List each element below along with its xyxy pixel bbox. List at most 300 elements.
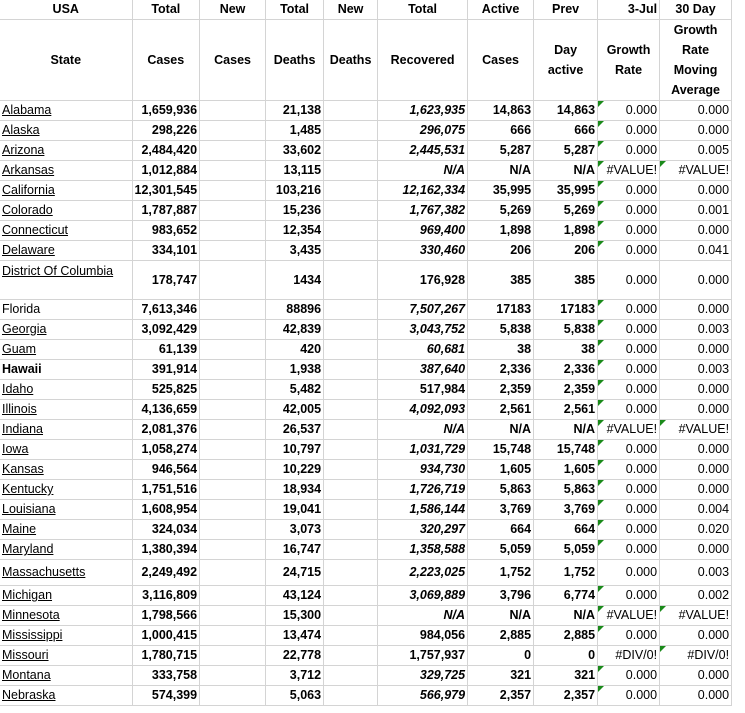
header-date[interactable]: 3-Jul [598, 0, 660, 20]
new-cases-cell[interactable] [200, 241, 266, 261]
state-name[interactable]: Massachusetts [2, 565, 86, 579]
state-name[interactable]: Illinois [2, 402, 37, 416]
new-cases-cell[interactable] [200, 500, 266, 520]
growth-rate-cell[interactable]: 0.000 [598, 360, 660, 380]
new-cases-cell[interactable] [200, 141, 266, 161]
active-cases-cell[interactable]: 1,898 [468, 221, 534, 241]
state-name[interactable]: California [2, 183, 55, 197]
moving-average-cell[interactable]: 0.005 [660, 141, 732, 161]
state-name[interactable]: Louisiana [2, 502, 56, 516]
active-cases-cell[interactable]: 664 [468, 520, 534, 540]
growth-rate-cell[interactable]: 0.000 [598, 480, 660, 500]
active-cases-cell[interactable]: 35,995 [468, 181, 534, 201]
new-cases-cell[interactable] [200, 586, 266, 606]
active-cases-cell[interactable]: 5,059 [468, 540, 534, 560]
active-cases-cell[interactable]: 2,561 [468, 400, 534, 420]
total-deaths-cell[interactable]: 21,138 [266, 101, 324, 121]
moving-average-cell[interactable]: #VALUE! [660, 161, 732, 181]
new-cases-cell[interactable] [200, 686, 266, 706]
moving-average-cell[interactable]: 0.003 [660, 560, 732, 586]
state-name[interactable]: Arizona [2, 143, 45, 157]
moving-average-cell[interactable]: 0.041 [660, 241, 732, 261]
total-deaths-cell[interactable]: 22,778 [266, 646, 324, 666]
total-deaths-cell[interactable]: 26,537 [266, 420, 324, 440]
active-cases-cell[interactable]: N/A [468, 420, 534, 440]
new-deaths-cell[interactable] [324, 500, 378, 520]
growth-rate-cell[interactable]: 0.000 [598, 626, 660, 646]
active-cases-cell[interactable]: 3,796 [468, 586, 534, 606]
recovered-cell[interactable]: 330,460 [378, 241, 468, 261]
total-cases-cell[interactable]: 178,747 [132, 261, 200, 300]
new-cases-cell[interactable] [200, 560, 266, 586]
prev-day-active-cell[interactable]: N/A [534, 606, 598, 626]
new-cases-cell[interactable] [200, 380, 266, 400]
prev-day-active-cell[interactable]: 385 [534, 261, 598, 300]
state-cell[interactable] [0, 666, 132, 686]
recovered-cell[interactable]: 969,400 [378, 221, 468, 241]
recovered-cell[interactable]: 517,984 [378, 380, 468, 400]
prev-day-active-cell[interactable]: 0 [534, 646, 598, 666]
moving-average-cell[interactable]: 0.000 [660, 380, 732, 400]
active-cases-cell[interactable]: 14,863 [468, 101, 534, 121]
recovered-cell[interactable]: 3,069,889 [378, 586, 468, 606]
growth-rate-cell[interactable]: 0.000 [598, 141, 660, 161]
total-deaths-cell[interactable]: 103,216 [266, 181, 324, 201]
recovered-cell[interactable]: 1,031,729 [378, 440, 468, 460]
state-cell[interactable] [0, 221, 132, 241]
active-cases-cell[interactable]: 1,605 [468, 460, 534, 480]
state-cell[interactable] [0, 181, 132, 201]
subheader-new-cases[interactable]: Cases [200, 20, 266, 101]
state-cell[interactable] [0, 261, 132, 300]
state-name[interactable]: Indiana [2, 422, 44, 436]
recovered-cell[interactable]: N/A [378, 606, 468, 626]
total-deaths-cell[interactable]: 13,474 [266, 626, 324, 646]
active-cases-cell[interactable]: N/A [468, 161, 534, 181]
prev-day-active-cell[interactable]: 666 [534, 121, 598, 141]
new-deaths-cell[interactable] [324, 440, 378, 460]
new-deaths-cell[interactable] [324, 646, 378, 666]
state-cell[interactable] [0, 380, 132, 400]
state-cell[interactable] [0, 121, 132, 141]
new-cases-cell[interactable] [200, 460, 266, 480]
header-total-deaths[interactable]: Total [266, 0, 324, 20]
prev-day-active-cell[interactable]: 5,838 [534, 320, 598, 340]
growth-rate-cell[interactable]: #VALUE! [598, 161, 660, 181]
growth-rate-cell[interactable]: 0.000 [598, 440, 660, 460]
state-cell[interactable] [0, 460, 132, 480]
new-deaths-cell[interactable] [324, 686, 378, 706]
growth-rate-cell[interactable]: 0.000 [598, 586, 660, 606]
moving-average-cell[interactable]: 0.002 [660, 586, 732, 606]
state-name[interactable]: Michigan [2, 588, 53, 602]
header-new-cases[interactable]: New [200, 0, 266, 20]
growth-rate-cell[interactable]: 0.000 [598, 300, 660, 320]
state-cell[interactable] [0, 400, 132, 420]
active-cases-cell[interactable]: 17183 [468, 300, 534, 320]
new-deaths-cell[interactable] [324, 101, 378, 121]
subheader-new-deaths[interactable]: Deaths [324, 20, 378, 101]
new-deaths-cell[interactable] [324, 400, 378, 420]
moving-average-cell[interactable]: 0.000 [660, 261, 732, 300]
new-cases-cell[interactable] [200, 420, 266, 440]
moving-average-cell[interactable]: 0.000 [660, 400, 732, 420]
total-cases-cell[interactable]: 1,608,954 [132, 500, 200, 520]
total-deaths-cell[interactable]: 420 [266, 340, 324, 360]
new-cases-cell[interactable] [200, 400, 266, 420]
state-name[interactable]: Delaware [2, 243, 55, 257]
prev-day-active-cell[interactable]: 2,357 [534, 686, 598, 706]
new-cases-cell[interactable] [200, 440, 266, 460]
active-cases-cell[interactable]: 385 [468, 261, 534, 300]
active-cases-cell[interactable]: 2,359 [468, 380, 534, 400]
total-deaths-cell[interactable]: 1434 [266, 261, 324, 300]
total-cases-cell[interactable]: 1,659,936 [132, 101, 200, 121]
recovered-cell[interactable]: 176,928 [378, 261, 468, 300]
header-prev[interactable]: Prev [534, 0, 598, 20]
new-deaths-cell[interactable] [324, 626, 378, 646]
state-name[interactable]: Idaho [2, 382, 34, 396]
new-cases-cell[interactable] [200, 201, 266, 221]
new-deaths-cell[interactable] [324, 540, 378, 560]
header-active[interactable]: Active [468, 0, 534, 20]
subheader-total-cases[interactable]: Cases [132, 20, 200, 101]
state-name[interactable]: Nebraska [2, 688, 56, 702]
moving-average-cell[interactable]: 0.000 [660, 480, 732, 500]
total-cases-cell[interactable]: 1,380,394 [132, 540, 200, 560]
prev-day-active-cell[interactable]: 2,561 [534, 400, 598, 420]
new-deaths-cell[interactable] [324, 340, 378, 360]
total-deaths-cell[interactable]: 10,229 [266, 460, 324, 480]
new-cases-cell[interactable] [200, 520, 266, 540]
new-deaths-cell[interactable] [324, 586, 378, 606]
active-cases-cell[interactable]: 5,838 [468, 320, 534, 340]
state-name[interactable]: Minnesota [2, 608, 60, 622]
total-deaths-cell[interactable]: 1,938 [266, 360, 324, 380]
active-cases-cell[interactable]: 206 [468, 241, 534, 261]
total-cases-cell[interactable]: 334,101 [132, 241, 200, 261]
prev-day-active-cell[interactable]: 3,769 [534, 500, 598, 520]
moving-average-cell[interactable]: 0.004 [660, 500, 732, 520]
total-cases-cell[interactable]: 1,798,566 [132, 606, 200, 626]
growth-rate-cell[interactable]: 0.000 [598, 460, 660, 480]
recovered-cell[interactable]: 320,297 [378, 520, 468, 540]
state-cell[interactable] [0, 560, 132, 586]
total-deaths-cell[interactable]: 16,747 [266, 540, 324, 560]
prev-day-active-cell[interactable]: 17183 [534, 300, 598, 320]
recovered-cell[interactable]: 12,162,334 [378, 181, 468, 201]
growth-rate-cell[interactable]: 0.000 [598, 241, 660, 261]
total-deaths-cell[interactable]: 24,715 [266, 560, 324, 586]
total-deaths-cell[interactable]: 10,797 [266, 440, 324, 460]
total-cases-cell[interactable]: 1,751,516 [132, 480, 200, 500]
total-cases-cell[interactable]: 4,136,659 [132, 400, 200, 420]
total-deaths-cell[interactable]: 88896 [266, 300, 324, 320]
new-cases-cell[interactable] [200, 221, 266, 241]
growth-rate-cell[interactable]: 0.000 [598, 121, 660, 141]
total-cases-cell[interactable]: 525,825 [132, 380, 200, 400]
prev-day-active-cell[interactable]: 2,359 [534, 380, 598, 400]
growth-rate-cell[interactable]: 0.000 [598, 320, 660, 340]
recovered-cell[interactable]: 1,623,935 [378, 101, 468, 121]
moving-average-cell[interactable]: 0.000 [660, 340, 732, 360]
subheader-avg[interactable] [660, 20, 732, 101]
header-usa[interactable]: USA [0, 0, 132, 20]
new-deaths-cell[interactable] [324, 161, 378, 181]
moving-average-cell[interactable]: 0.000 [660, 101, 732, 121]
moving-average-cell[interactable]: #DIV/0! [660, 646, 732, 666]
new-cases-cell[interactable] [200, 161, 266, 181]
prev-day-active-cell[interactable]: N/A [534, 420, 598, 440]
subheader-total-deaths[interactable]: Deaths [266, 20, 324, 101]
recovered-cell[interactable]: 329,725 [378, 666, 468, 686]
moving-average-cell[interactable]: 0.000 [660, 666, 732, 686]
new-cases-cell[interactable] [200, 480, 266, 500]
new-cases-cell[interactable] [200, 340, 266, 360]
moving-average-cell[interactable]: 0.000 [660, 686, 732, 706]
new-deaths-cell[interactable] [324, 460, 378, 480]
growth-rate-cell[interactable]: 0.000 [598, 500, 660, 520]
subheader-growth[interactable] [598, 20, 660, 101]
state-name[interactable]: Alaska [2, 123, 40, 137]
state-cell[interactable] [0, 646, 132, 666]
total-deaths-cell[interactable]: 5,482 [266, 380, 324, 400]
total-cases-cell[interactable]: 1,058,274 [132, 440, 200, 460]
state-cell[interactable] [0, 500, 132, 520]
state-name[interactable]: Alabama [2, 103, 52, 117]
new-deaths-cell[interactable] [324, 181, 378, 201]
recovered-cell[interactable]: 1,767,382 [378, 201, 468, 221]
total-cases-cell[interactable]: 61,139 [132, 340, 200, 360]
moving-average-cell[interactable]: 0.000 [660, 540, 732, 560]
state-name[interactable]: Maine [2, 522, 37, 536]
total-cases-cell[interactable]: 12,301,545 [132, 181, 200, 201]
moving-average-cell[interactable]: 0.000 [660, 300, 732, 320]
growth-rate-cell[interactable]: #DIV/0! [598, 646, 660, 666]
active-cases-cell[interactable]: 0 [468, 646, 534, 666]
subheader-prev[interactable] [534, 20, 598, 101]
total-cases-cell[interactable]: 324,034 [132, 520, 200, 540]
state-cell[interactable] [0, 201, 132, 221]
recovered-cell[interactable]: 3,043,752 [378, 320, 468, 340]
total-cases-cell[interactable]: 298,226 [132, 121, 200, 141]
recovered-cell[interactable]: N/A [378, 161, 468, 181]
total-deaths-cell[interactable]: 15,236 [266, 201, 324, 221]
active-cases-cell[interactable]: 2,336 [468, 360, 534, 380]
moving-average-cell[interactable]: 0.003 [660, 360, 732, 380]
state-cell[interactable] [0, 241, 132, 261]
recovered-cell[interactable]: 60,681 [378, 340, 468, 360]
total-cases-cell[interactable]: 2,249,492 [132, 560, 200, 586]
state-cell[interactable] [0, 480, 132, 500]
new-cases-cell[interactable] [200, 606, 266, 626]
active-cases-cell[interactable]: 5,269 [468, 201, 534, 221]
total-cases-cell[interactable]: 3,092,429 [132, 320, 200, 340]
recovered-cell[interactable]: 2,223,025 [378, 560, 468, 586]
prev-day-active-cell[interactable]: 14,863 [534, 101, 598, 121]
total-cases-cell[interactable]: 7,613,346 [132, 300, 200, 320]
new-deaths-cell[interactable] [324, 201, 378, 221]
new-cases-cell[interactable] [200, 300, 266, 320]
growth-rate-cell[interactable]: 0.000 [598, 520, 660, 540]
state-cell[interactable] [0, 606, 132, 626]
prev-day-active-cell[interactable]: 664 [534, 520, 598, 540]
state-name[interactable]: Georgia [2, 322, 47, 336]
prev-day-active-cell[interactable]: 321 [534, 666, 598, 686]
new-deaths-cell[interactable] [324, 121, 378, 141]
prev-day-active-cell[interactable]: 206 [534, 241, 598, 261]
total-deaths-cell[interactable]: 1,485 [266, 121, 324, 141]
active-cases-cell[interactable]: 2,357 [468, 686, 534, 706]
state-cell[interactable] [0, 141, 132, 161]
new-deaths-cell[interactable] [324, 300, 378, 320]
state-name[interactable]: Kansas [2, 462, 44, 476]
moving-average-cell[interactable]: 0.001 [660, 201, 732, 221]
prev-day-active-cell[interactable]: 1,752 [534, 560, 598, 586]
growth-rate-cell[interactable]: #VALUE! [598, 420, 660, 440]
prev-day-active-cell[interactable]: 2,336 [534, 360, 598, 380]
moving-average-cell[interactable]: 0.000 [660, 221, 732, 241]
prev-day-active-cell[interactable]: 6,774 [534, 586, 598, 606]
new-cases-cell[interactable] [200, 360, 266, 380]
total-deaths-cell[interactable]: 15,300 [266, 606, 324, 626]
total-deaths-cell[interactable]: 42,005 [266, 400, 324, 420]
state-name[interactable]: Iowa [2, 442, 29, 456]
recovered-cell[interactable]: 934,730 [378, 460, 468, 480]
new-deaths-cell[interactable] [324, 380, 378, 400]
recovered-cell[interactable]: 566,979 [378, 686, 468, 706]
new-deaths-cell[interactable] [324, 420, 378, 440]
recovered-cell[interactable]: N/A [378, 420, 468, 440]
state-cell[interactable] [0, 101, 132, 121]
new-deaths-cell[interactable] [324, 480, 378, 500]
active-cases-cell[interactable]: 666 [468, 121, 534, 141]
state-cell[interactable] [0, 420, 132, 440]
total-cases-cell[interactable]: 2,081,376 [132, 420, 200, 440]
total-deaths-cell[interactable]: 19,041 [266, 500, 324, 520]
total-cases-cell[interactable]: 333,758 [132, 666, 200, 686]
new-deaths-cell[interactable] [324, 360, 378, 380]
growth-rate-cell[interactable]: 0.000 [598, 221, 660, 241]
new-cases-cell[interactable] [200, 181, 266, 201]
state-name[interactable]: Missouri [2, 648, 49, 662]
growth-rate-cell[interactable]: 0.000 [598, 181, 660, 201]
prev-day-active-cell[interactable]: 35,995 [534, 181, 598, 201]
total-cases-cell[interactable]: 574,399 [132, 686, 200, 706]
total-deaths-cell[interactable]: 13,115 [266, 161, 324, 181]
new-cases-cell[interactable] [200, 540, 266, 560]
new-deaths-cell[interactable] [324, 141, 378, 161]
growth-rate-cell[interactable]: 0.000 [598, 380, 660, 400]
prev-day-active-cell[interactable]: N/A [534, 161, 598, 181]
total-deaths-cell[interactable]: 42,839 [266, 320, 324, 340]
new-deaths-cell[interactable] [324, 560, 378, 586]
growth-rate-cell[interactable]: 0.000 [598, 686, 660, 706]
active-cases-cell[interactable]: 321 [468, 666, 534, 686]
active-cases-cell[interactable]: 3,769 [468, 500, 534, 520]
state-cell[interactable] [0, 161, 132, 181]
moving-average-cell[interactable]: 0.020 [660, 520, 732, 540]
moving-average-cell[interactable]: 0.003 [660, 320, 732, 340]
total-deaths-cell[interactable]: 3,712 [266, 666, 324, 686]
header-30day[interactable]: 30 Day [660, 0, 732, 20]
moving-average-cell[interactable]: #VALUE! [660, 606, 732, 626]
total-deaths-cell[interactable]: 33,602 [266, 141, 324, 161]
prev-day-active-cell[interactable]: 15,748 [534, 440, 598, 460]
active-cases-cell[interactable]: 15,748 [468, 440, 534, 460]
recovered-cell[interactable]: 1,757,937 [378, 646, 468, 666]
new-cases-cell[interactable] [200, 666, 266, 686]
moving-average-cell[interactable]: 0.000 [660, 121, 732, 141]
total-cases-cell[interactable]: 1,787,887 [132, 201, 200, 221]
total-cases-cell[interactable]: 1,780,715 [132, 646, 200, 666]
prev-day-active-cell[interactable]: 5,269 [534, 201, 598, 221]
state-name[interactable]: Mississippi [2, 628, 63, 642]
total-deaths-cell[interactable]: 12,354 [266, 221, 324, 241]
active-cases-cell[interactable]: N/A [468, 606, 534, 626]
active-cases-cell[interactable]: 5,287 [468, 141, 534, 161]
subheader-active[interactable]: Cases [468, 20, 534, 101]
state-name[interactable]: Arkansas [2, 163, 55, 177]
new-deaths-cell[interactable] [324, 261, 378, 300]
growth-rate-cell[interactable]: 0.000 [598, 201, 660, 221]
header-total-recovered[interactable]: Total [378, 0, 468, 20]
growth-rate-cell[interactable]: 0.000 [598, 560, 660, 586]
state-name[interactable]: District Of Columbia [2, 264, 114, 278]
prev-day-active-cell[interactable]: 5,287 [534, 141, 598, 161]
new-cases-cell[interactable] [200, 101, 266, 121]
state-name[interactable]: Kentucky [2, 482, 54, 496]
state-cell[interactable] [0, 626, 132, 646]
state-name[interactable]: Connecticut [2, 223, 69, 237]
moving-average-cell[interactable]: 0.000 [660, 181, 732, 201]
state-cell[interactable] [0, 586, 132, 606]
state-name[interactable]: Maryland [2, 542, 54, 556]
state-cell[interactable] [0, 340, 132, 360]
growth-rate-cell[interactable]: 0.000 [598, 340, 660, 360]
new-cases-cell[interactable] [200, 626, 266, 646]
state-name[interactable]: Hawaii [2, 362, 42, 376]
subheader-state[interactable]: State [0, 20, 132, 101]
total-cases-cell[interactable]: 946,564 [132, 460, 200, 480]
state-cell[interactable] [0, 360, 132, 380]
active-cases-cell[interactable]: 2,885 [468, 626, 534, 646]
recovered-cell[interactable]: 2,445,531 [378, 141, 468, 161]
total-deaths-cell[interactable]: 3,435 [266, 241, 324, 261]
new-cases-cell[interactable] [200, 261, 266, 300]
moving-average-cell[interactable]: 0.000 [660, 626, 732, 646]
total-deaths-cell[interactable]: 3,073 [266, 520, 324, 540]
state-cell[interactable] [0, 686, 132, 706]
prev-day-active-cell[interactable]: 38 [534, 340, 598, 360]
recovered-cell[interactable]: 1,358,588 [378, 540, 468, 560]
new-cases-cell[interactable] [200, 320, 266, 340]
recovered-cell[interactable]: 387,640 [378, 360, 468, 380]
state-name[interactable]: Guam [2, 342, 37, 356]
new-deaths-cell[interactable] [324, 606, 378, 626]
new-deaths-cell[interactable] [324, 520, 378, 540]
moving-average-cell[interactable]: #VALUE! [660, 420, 732, 440]
recovered-cell[interactable]: 4,092,093 [378, 400, 468, 420]
prev-day-active-cell[interactable]: 1,605 [534, 460, 598, 480]
prev-day-active-cell[interactable]: 5,863 [534, 480, 598, 500]
growth-rate-cell[interactable]: 0.000 [598, 540, 660, 560]
prev-day-active-cell[interactable]: 1,898 [534, 221, 598, 241]
growth-rate-cell[interactable]: #VALUE! [598, 606, 660, 626]
recovered-cell[interactable]: 296,075 [378, 121, 468, 141]
state-cell[interactable] [0, 300, 132, 320]
recovered-cell[interactable]: 984,056 [378, 626, 468, 646]
